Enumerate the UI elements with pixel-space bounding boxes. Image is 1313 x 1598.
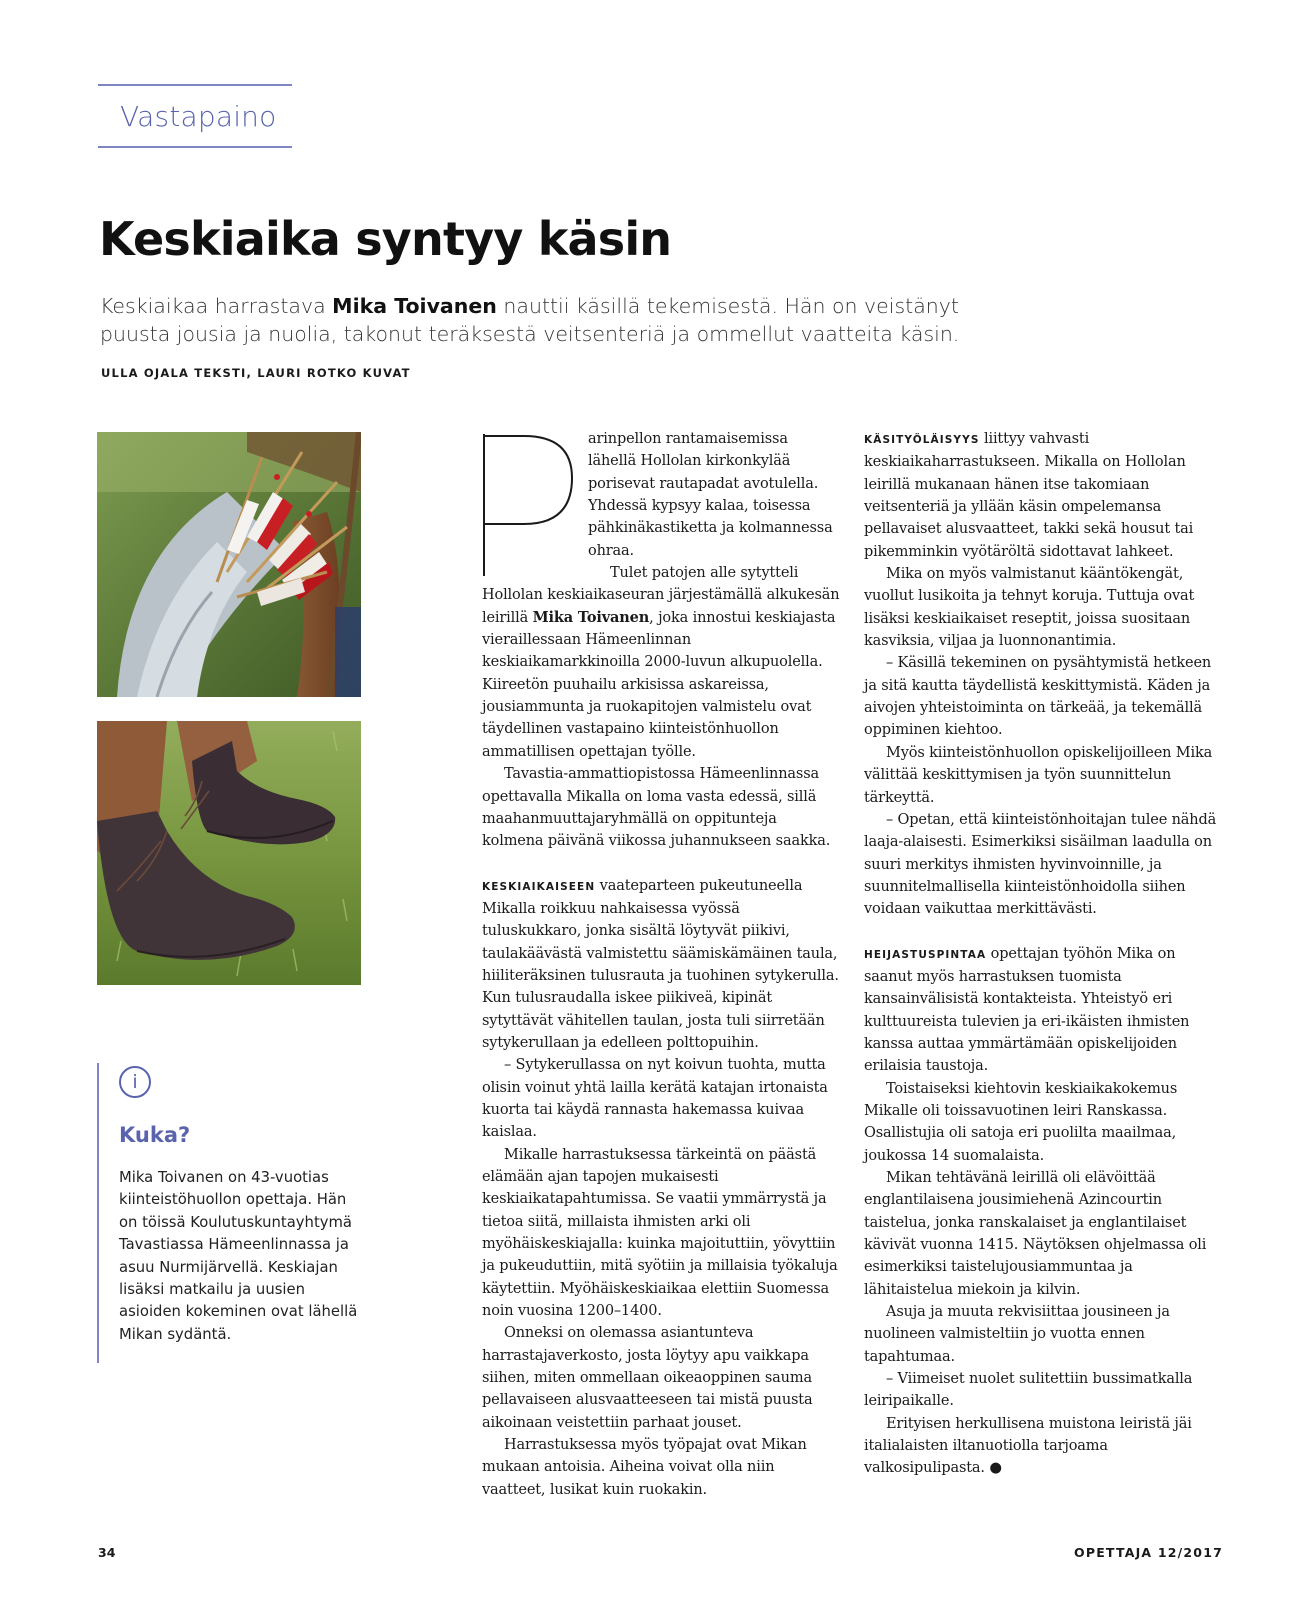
article-paragraph: – Sytykerullassa on nyt koivun tuohta, mutta olisin voinut yhtä lailla kerätä katajan irtonaista kuorta tai käydä rannasta hakemassa kuivaa kaislaa.	[482, 1057, 828, 1141]
info-box-title: Kuka?	[119, 1123, 191, 1147]
article-paragraph: Mikalle harrastuksessa tärkeintä on päästä elämään ajan tapojen mukaisesti keskiaikatapahtumissa. Se vaatii ymmärrystä ja tietoa siitä, millaista ihmisten arki oli myöhäiskeskiajalla: kuinka majoituttiin, yövyttiin ja pukeuduttiin, mitä syötiin ja millaisia työkaluja käytettiin. Myöhäiskeskiaikaa elettiin Suomessa noin vuosina 1200–1400.	[482, 1146, 838, 1320]
lead-text-after: nauttii käsillä tekemisestä. Hän on veistänyt puusta jousia ja nuolia, takonut teräksestä veitsenteriä ja ommellut vaatteita käsin.	[100, 294, 960, 346]
article-paragraph: – Viimeiset nuolet sulitettiin bussimatkalla leiripaikalle.	[864, 1371, 1193, 1410]
article-paragraph: Mika on myös valmistanut kääntökengät, vuollut lusikoita ja tehnyt koruja. Tuttuja ovat lisäksi keskiaikaiset reseptit, joissa suositaan kasviksia, viljaa ja luonnonantimia.	[864, 566, 1195, 650]
publication-issue: OPETTAJA 12/2017	[1074, 1545, 1223, 1560]
section-lead: KÄSITYÖLÄISYYS	[864, 434, 980, 446]
article-paragraph: Onneksi on olemassa asiantunteva harrastajaverkosto, josta löytyy apu vaikkapa siihen, miten ommellaan oikeaoppinen sauma pellavaiseen alusvaatteeseen tai mistä puusta aikoinaan veistettiin parhaat jouset.	[482, 1325, 813, 1431]
arrows-in-quiver-photo	[97, 432, 361, 697]
article-paragraph: Tulet patojen alle sytytteli Hollolan keskiaikaseuran järjestämällä alkukesän leirillä Mika Toivanen, joka innostui keskiajasta vieraillessaan Hämeenlinnan keskiaikamarkkinoilla 2000-luvun alkupuolella. Kiireetön puuhailu arkisissa askareissa, jousiammunta ja ruokapitojen valmistelu ovat täydellinen vastapaino kiinteistönhuollon ammatillisen opettajan työlle.	[482, 565, 840, 760]
lead-text-before: Keskiaikaa harrastava	[100, 294, 333, 318]
article-paragraph: – Käsillä tekeminen on pysähtymistä hetkeen ja sitä kautta täydellistä keskittymistä. Käden ja aivojen yhteistoiminta on tärkeää, ja tekemällä oppiminen kiehtoo.	[864, 655, 1212, 739]
info-box-body: Mika Toivanen on 43-vuotias kiinteistöhuollon opettaja. Hän on töissä Koulutuskuntayhtymä Tavastiassa Hämeenlinnassa ja asuu Nurmijärvellä. Keskiajan lisäksi matkailu ja uusien asioiden kokeminen ovat lähellä Mikan sydäntä.	[119, 1169, 358, 1343]
article-title: Keskiaika syntyy käsin	[99, 212, 672, 266]
section-lead: HEIJASTUSPINTAA	[864, 948, 987, 961]
end-mark-icon: ●	[989, 1460, 1002, 1477]
article-paragraph: Erityisen herkullisena muistona leiristä jäi italialaisten iltanuotiolla tarjoama valkosipulipasta. ●	[864, 1415, 1192, 1477]
article-paragraph: Toistaiseksi kiehtovin keskiaikakokemus Mikalle oli toissavuotinen leiri Ranskassa. Osallistujia oli satoja eri puolilta maailmaa, joukossa 14 suomalaista.	[864, 1080, 1178, 1164]
article-paragraph: KÄSITYÖLÄISYYS liittyy vahvasti keskiaikaharrastukseen. Mikalla on Hollolan leirillä mukanaan hänen itse takomiaan veitsenteriä ja yllään käsin ompelemansa pellavaiset alusvaatteet, takki sekä housut tai pikemminkin vyötäröltä sidottavat lahkeet.	[864, 431, 1194, 560]
article-paragraph: – Opetan, että kiinteistönhoitajan tulee nähdä laaja-alaisesti. Esimerkiksi sisäilman laadulla on suuri merkitys ihmisten hyvinvoinnille, ja suunnitelmallisella kiinteistönhoidolla siihen voidaan vaikuttaa merkittävästi.	[864, 811, 1217, 918]
byline: ULLA OJALA TEKSTI, LAURI ROTKO KUVAT	[101, 366, 411, 380]
article-paragraph: arinpellon rantamaisemissa lähellä Hollolan kirkonkylää porisevat rautapadat avotulella. Yhdessä kypsyy kalaa, toisessa pähkinäkastiketta ja kolmannessa ohraa.	[588, 431, 833, 559]
info-box	[97, 1063, 362, 1363]
article-column-middle	[482, 428, 840, 1501]
medieval-shoes-photo	[97, 721, 361, 985]
article-column-right	[864, 428, 1224, 1480]
info-icon: i	[119, 1066, 151, 1098]
page-number: 34	[98, 1545, 116, 1560]
section-lead: KESKIAIKAISEEN	[482, 880, 596, 893]
article-name: Mika Toivanen	[532, 608, 650, 626]
article-paragraph: Myös kiinteistönhuollon opiskelijoilleen Mika välittää keskittymisen ja työn suunnittelun tärkeyttä.	[864, 744, 1213, 806]
article-paragraph: Harrastuksessa myös työpajat ovat Mikan mukaan antoisia. Aiheina voivat olla niin vaatteet, lusikat kuin ruokakin.	[482, 1437, 807, 1498]
section-label: Vastapaino	[120, 100, 277, 133]
article-paragraph: Tavastia-ammattiopistossa Hämeenlinnassa opettavalla Mikalla on loma vasta edessä, sillä maahanmuuttajaryhmällä on oppitunteja kolmena päivänä viikossa juhannukseen saakka.	[482, 766, 831, 850]
article-paragraph: HEIJASTUSPINTAA opettajan työhön Mika on saanut myös harrastuksen tuomista kansainvälisistä kontakteista. Yhteistyö eri kulttuureista tulevien ja eri-ikäisten ihmisten kanssa auttaa ymmärtämään opiskelijoiden erilaisia taustoja.	[864, 945, 1190, 1075]
drop-cap	[476, 434, 580, 576]
article-paragraph: Mikan tehtävänä leirillä oli elävöittää englantilaisena jousimiehenä Azincourtin taistelua, jonka ranskalaiset ja englantilaiset kävivät vuonna 1415. Näytöksen ohjelmassa oli esimerkiksi taistelujousiammuntaa ja lähitaistelua miekoin ja kilvin.	[864, 1170, 1207, 1298]
section-tag	[98, 84, 292, 148]
article-paragraph: Asuja ja muuta rekvisiittaa jousineen ja nuolineen valmisteltiin jo vuotta ennen tapahtumaa.	[864, 1304, 1170, 1365]
lead-name: Mika Toivanen	[332, 294, 497, 318]
article-paragraph: KESKIAIKAISEEN vaateparteen pukeutuneella Mikalla roikkuu nahkaisessa vyössä tuluskukkaro, jonka sisältä löytyvät piikivi, taulakäävästä valmistettu säämiskämäinen taula, hiiliteräksinen tulusrauta ja tuohinen sytykerulla. Kun tulusraudalla iskee piikiveä, kipinät sytyttävät vähitellen taulan, josta tuli siirretään sytykerullaan ja edelleen polttopuihin.	[482, 877, 839, 1051]
article-lead	[100, 292, 970, 348]
